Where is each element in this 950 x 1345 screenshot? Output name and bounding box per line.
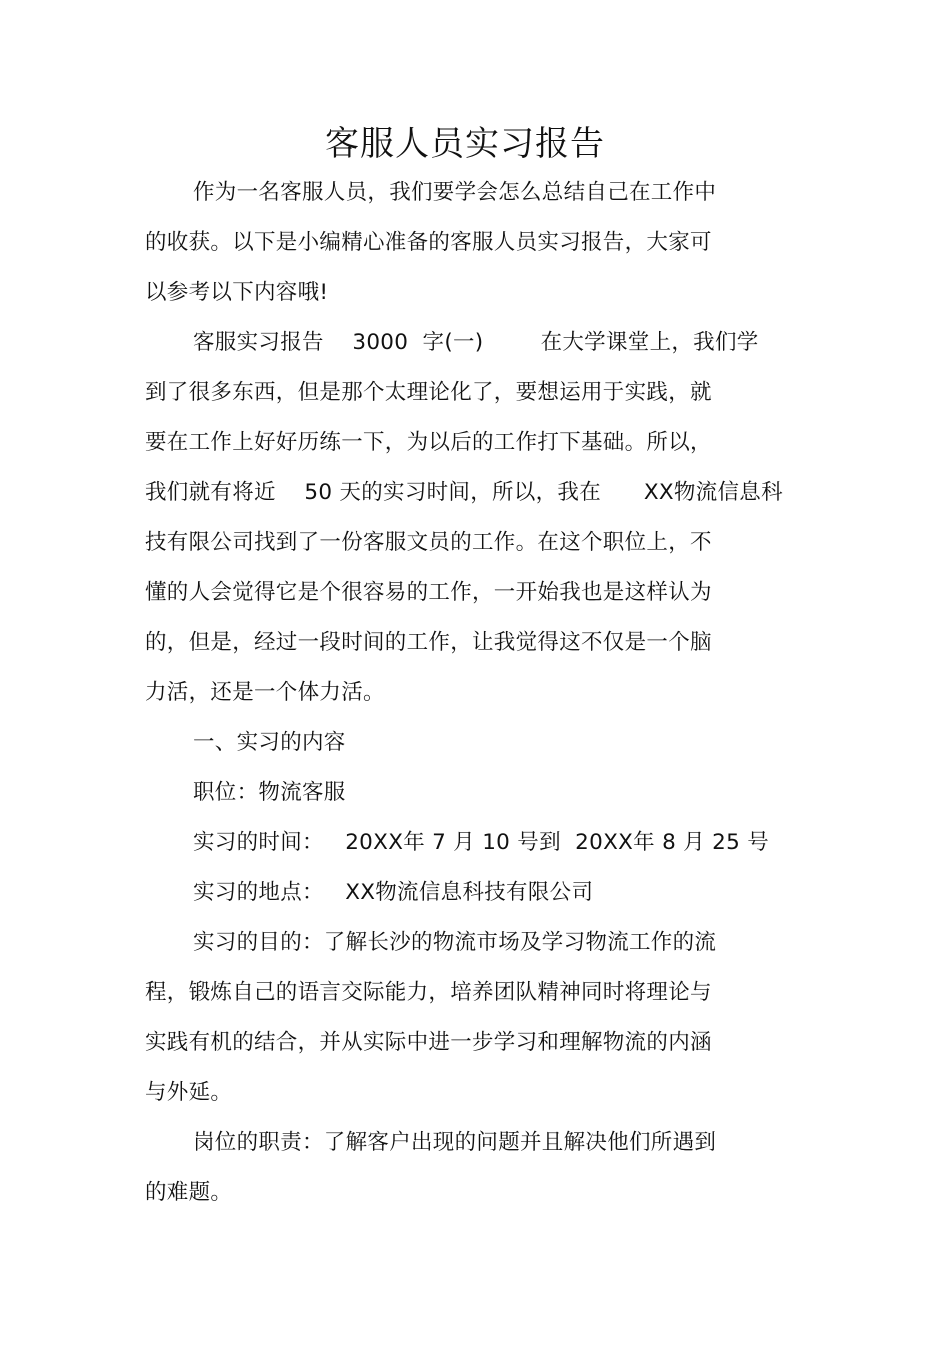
paragraph-line: 的难题。 (145, 1180, 233, 1205)
info-line-position: 职位：物流客服 (193, 780, 346, 805)
info-line-location: 实习的地点： XX物流信息科技有限公司 (193, 880, 594, 905)
paragraph-line: 要在工作上好好历练一下，为以后的工作打下基础。所以， (145, 430, 712, 455)
paragraph-line: 客服实习报告 3000 字(一) 在大学课堂上，我们学 (193, 330, 759, 355)
paragraph-line: 我们就有将近 50 天的实习时间，所以，我在 XX物流信息科 (145, 480, 783, 505)
paragraph-line: 作为一名客服人员，我们要学会怎么总结自己在工作中 (193, 180, 717, 205)
paragraph-line: 实习的目的：了解长沙的物流市场及学习物流工作的流 (193, 930, 717, 955)
info-line-time: 实习的时间： 20XX年 7 月 10 号到 20XX年 8 月 25 号 (193, 830, 770, 855)
paragraph-line: 到了很多东西，但是那个太理论化了，要想运用于实践，就 (145, 380, 712, 405)
section-heading: 一、实习的内容 (193, 730, 346, 755)
document-body (145, 168, 805, 1218)
paragraph-line: 岗位的职责：了解客户出现的问题并且解决他们所遇到 (193, 1130, 717, 1155)
paragraph-line: 的，但是，经过一段时间的工作，让我觉得这不仅是一个脑 (145, 630, 712, 655)
document-title: 客服人员实习报告 (325, 124, 605, 164)
paragraph-line: 懂的人会觉得它是个很容易的工作，一开始我也是这样认为 (145, 580, 712, 605)
paragraph-line: 以参考以下内容哦! (145, 280, 329, 305)
paragraph-line: 技有限公司找到了一份客服文员的工作。在这个职位上，不 (145, 530, 712, 555)
paragraph-line: 力活，还是一个体力活。 (145, 680, 385, 705)
paragraph-line: 程，锻炼自己的语言交际能力，培养团队精神同时将理论与 (145, 980, 712, 1005)
paragraph-line: 与外延。 (145, 1080, 233, 1105)
paragraph-line: 的收获。以下是小编精心准备的客服人员实习报告，大家可 (145, 230, 712, 255)
paragraph-line: 实践有机的结合，并从实际中进一步学习和理解物流的内涵 (145, 1030, 712, 1055)
